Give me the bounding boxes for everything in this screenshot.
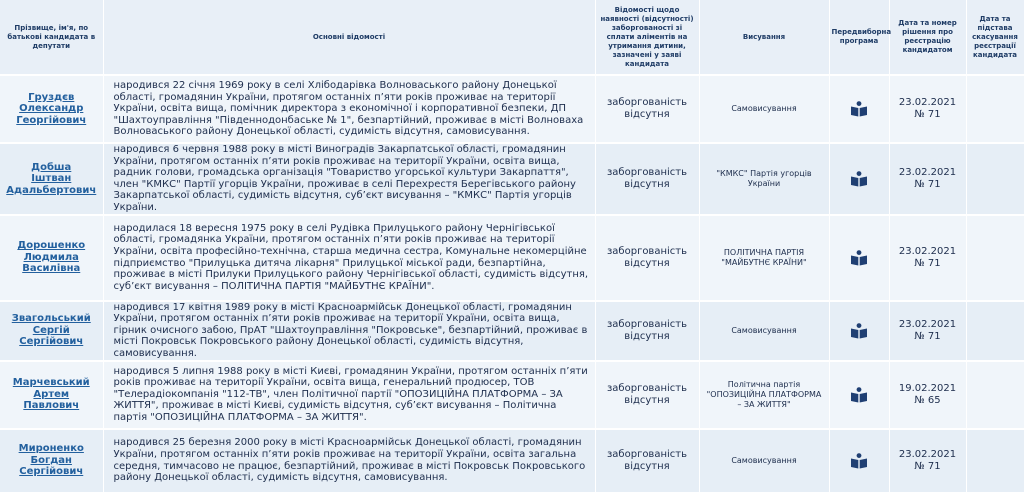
cancellation-cell (966, 301, 1024, 361)
alimony-status: заборгованість відсутня (595, 429, 699, 492)
nomination: "КМКС" Партія угорців України (699, 143, 829, 215)
alimony-status: заборгованість відсутня (595, 361, 699, 429)
registration-date: 23.02.2021 (898, 97, 957, 108)
table-row (0, 301, 1024, 361)
open-book-icon[interactable] (850, 323, 868, 339)
cancellation-cell (966, 215, 1024, 301)
registration-date: 19.02.2021 (898, 382, 957, 394)
program-cell (829, 429, 889, 492)
header-info: Основні відомості (103, 0, 595, 75)
program-cell (829, 215, 889, 301)
candidate-info: народилася 18 вересня 1975 року в селі Рудівка Прилуцького району Чернігівської області, громадянка України, протягом останніх п’яти років проживає на території України, освіта професійно-технічна, старша медична сестра, Комунальне некомерційне підприємство "Прилуцька дитяча лікарня" Прилуцької міської ради, безпартійна, проживає в місті Прилуки Прилуцького району Чернігівської області, судимість відсутня, суб’єкт висування – ПОЛІТИЧНА ПАРТІЯ "МАЙБУТНЄ КРАЇНИ". (103, 215, 595, 301)
cancellation-cell (966, 429, 1024, 492)
candidate-name-cell (0, 143, 103, 215)
registration-date: 23.02.2021 (898, 166, 957, 178)
program-cell (829, 143, 889, 215)
registration-cell (889, 143, 966, 215)
cancellation-cell (966, 143, 1024, 215)
header-name: Прізвище, ім'я, по батькові кандидата в депутати (0, 0, 103, 75)
candidate-info: народився 5 липня 1988 року в місті Києві, громадянин України, протягом останніх п’яти років проживає на території України, освіта вища, генеральний продюсер, ТОВ "Телерадіокомпанія "112-ТВ", член Політичної партії "ОПОЗИЦІЙНА ПЛАТФОРМА – ЗА ЖИТТЯ", проживає в місті Києві, судимість відсутня, суб’єкт висування – Політична партія "ОПОЗИЦІЙНА ПЛАТФОРМА – ЗА ЖИТТЯ". (103, 361, 595, 429)
open-book-icon[interactable] (850, 453, 868, 469)
candidate-name-link[interactable]: Добша Іштван Адальбертович (6, 161, 97, 196)
candidate-name-cell (0, 361, 103, 429)
candidate-name-cell (0, 429, 103, 492)
registration-number: № 65 (914, 394, 941, 406)
table-header-row (0, 0, 1024, 75)
candidate-name-cell (0, 215, 103, 301)
candidate-info: народився 17 квітня 1989 року в місті Красноармійськ Донецької області, громадянин України, протягом останніх п’яти років проживає на території України, освіта вища, гірник очисного забою, ПрАТ "Шахтоуправління "Покровське", безпартійний, проживає в місті Покровськ Покровського району Донецької області, судимість відсутня, самовисування. (103, 301, 595, 361)
table-row (0, 75, 1024, 143)
candidate-name-link[interactable]: Звагольський Сергій Сергійович (11, 313, 91, 348)
candidate-name-link[interactable]: Марчевський Артем Павлович (12, 377, 90, 412)
registration-date: 23.02.2021 (898, 245, 957, 257)
header-alimony: Відомості щодо наявності (відсутності) заборгованості зі сплати аліментів на утримання дитини, зазначені у заяві кандидата (595, 0, 699, 75)
program-cell (829, 75, 889, 143)
open-book-icon[interactable] (850, 250, 868, 266)
nomination: Самовисування (699, 75, 829, 143)
registration-cell (889, 361, 966, 429)
registration-cell (889, 75, 966, 143)
candidate-name-link[interactable]: Мироненко Богдан Сергійович (18, 443, 84, 478)
nomination: Політична партія "ОПОЗИЦІЙНА ПЛАТФОРМА – ЗА ЖИТТЯ" (699, 361, 829, 429)
open-book-icon[interactable] (850, 387, 868, 403)
alimony-status: заборгованість відсутня (595, 75, 699, 143)
candidate-name-cell (0, 75, 103, 143)
nomination: ПОЛІТИЧНА ПАРТІЯ "МАЙБУТНЄ КРАЇНИ" (699, 215, 829, 301)
program-cell (829, 301, 889, 361)
table-row (0, 429, 1024, 492)
registration-number: № 71 (914, 109, 941, 120)
registration-number: № 71 (914, 257, 941, 269)
nomination: Самовисування (699, 301, 829, 361)
alimony-status: заборгованість відсутня (595, 215, 699, 301)
open-book-icon[interactable] (850, 101, 868, 117)
nomination: Самовисування (699, 429, 829, 492)
candidate-info: народився 25 березня 2000 року в місті Красноармійськ Донецької області, громадянин України, протягом останніх п’яти років проживає на території України, освіта загальна середня, тимчасово не працює, безпартійний, проживає в місті Покровськ Покровського району Донецької області, судимість відсутня, самовисування. (103, 429, 595, 492)
table-row (0, 361, 1024, 429)
table-row (0, 215, 1024, 301)
registration-date: 23.02.2021 (898, 448, 957, 460)
open-book-icon[interactable] (850, 171, 868, 187)
header-registration: Дата та номер рішення про реєстрацію кандидатом (889, 0, 966, 75)
header-program: Передвиборна програма (829, 0, 889, 75)
candidate-info: народився 6 червня 1988 року в місті Виноградів Закарпатської області, громадянин України, протягом останніх п’яти років проживає на території України, освіта вища, радник голови, громадська організація "Товариство угорської культури Закарпаття", член "КМКС" Партії угорців України, проживає в селі Перехрестя Берегівського району Закарпатської області, судимість відсутня, суб’єкт висування – "КМКС" Партія угорців України. (103, 143, 595, 215)
candidate-name-link[interactable]: Дорошенко Людмила Василівна (17, 240, 86, 275)
registration-cell (889, 429, 966, 492)
candidate-info: народився 22 січня 1969 року в селі Хлібодарівка Волноваського району Донецької області, громадянин України, протягом останніх п’яти років проживає на території України, освіта вища, помічник директора з економічної і корпоративної безпеки, ДП "Шахтоуправління "Південнодонбаське № 1", безпартійний, проживає в місті Волноваха Волноваського району Донецької області, судимість відсутня, самовисування. (103, 75, 595, 143)
program-cell (829, 361, 889, 429)
candidate-name-cell (0, 301, 103, 361)
registration-number: № 71 (914, 178, 941, 190)
registration-cell (889, 215, 966, 301)
registration-number: № 71 (914, 460, 941, 472)
registration-cell (889, 301, 966, 361)
table-row (0, 143, 1024, 215)
cancellation-cell (966, 361, 1024, 429)
header-cancellation: Дата та підстава скасування реєстрації кандидата (966, 0, 1024, 75)
alimony-status: заборгованість відсутня (595, 143, 699, 215)
registration-date: 23.02.2021 (898, 318, 957, 330)
candidate-name-link[interactable]: Груздєв Олександр Георгійович (16, 91, 87, 126)
alimony-status: заборгованість відсутня (595, 301, 699, 361)
header-nomination: Висування (699, 0, 829, 75)
registration-number: № 71 (914, 330, 941, 342)
cancellation-cell (966, 75, 1024, 143)
